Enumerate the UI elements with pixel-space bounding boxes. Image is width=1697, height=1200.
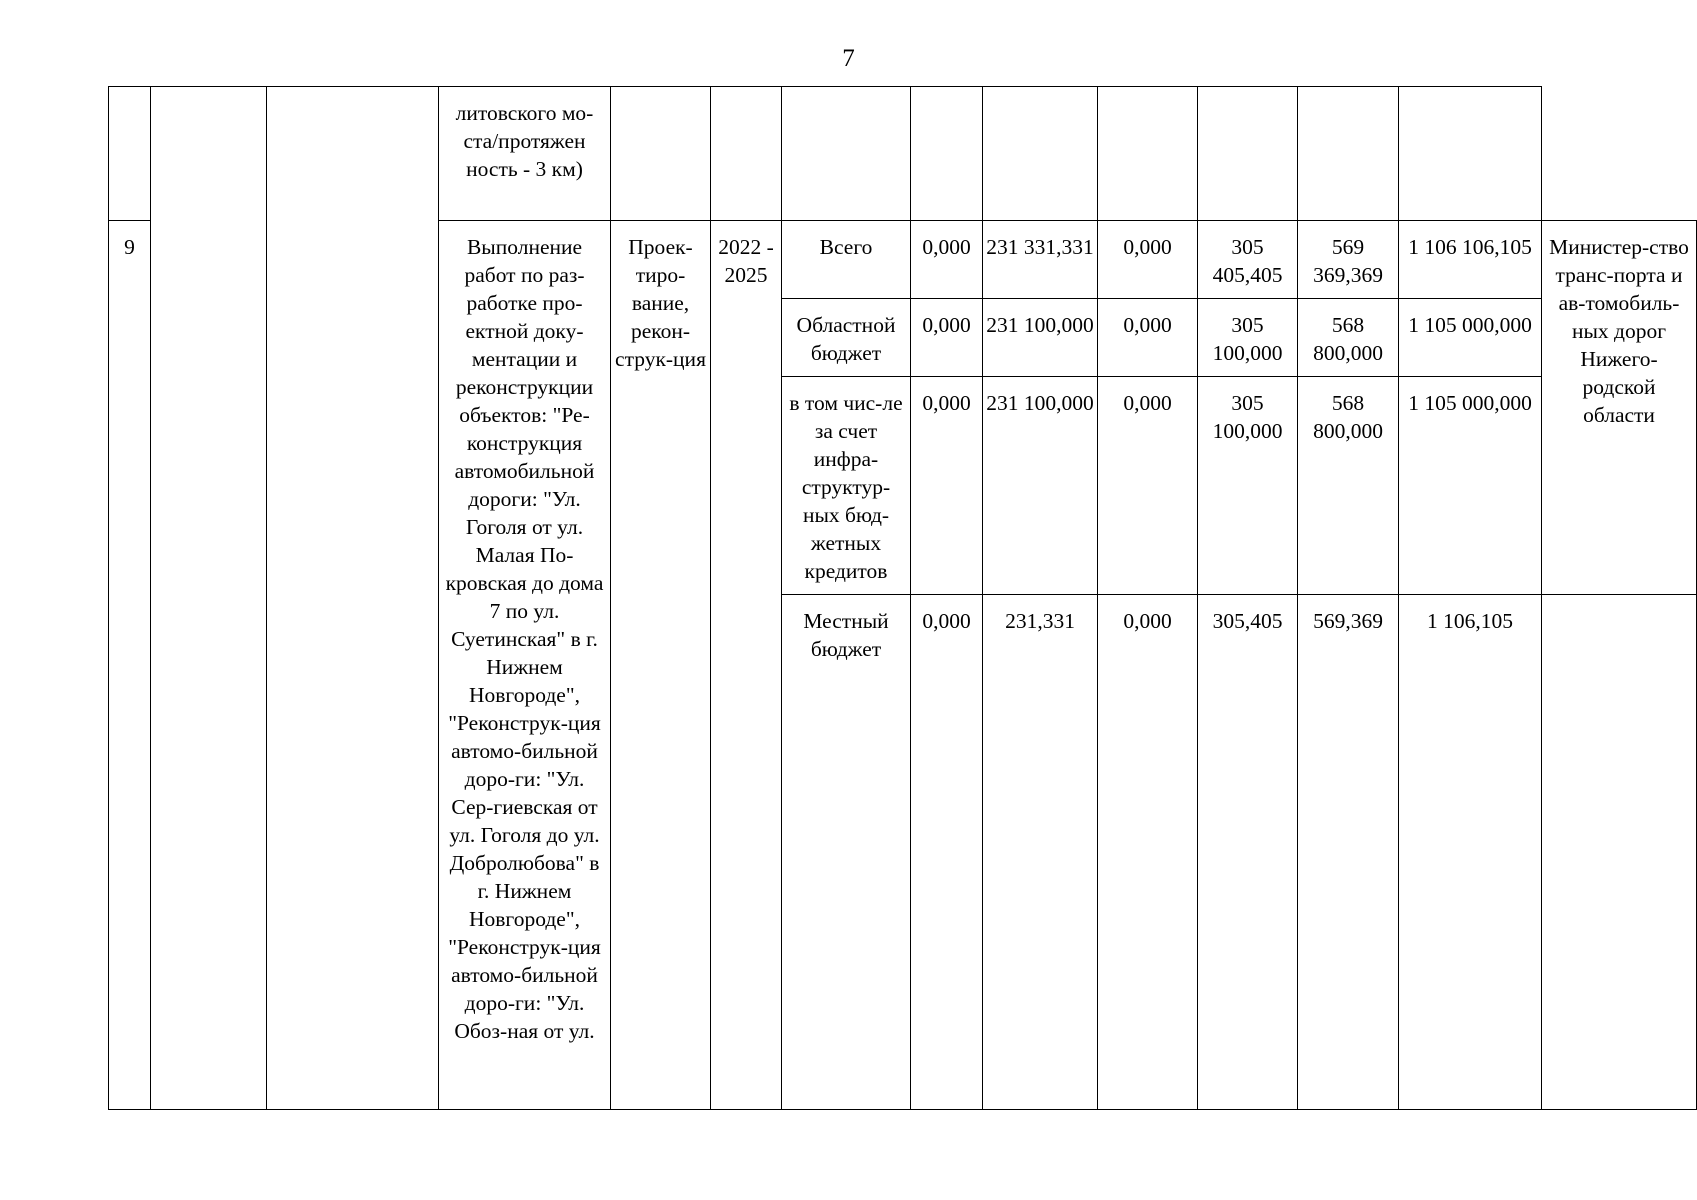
cell-col3-empty (267, 87, 439, 1110)
cell-empty (911, 87, 983, 221)
cell-value: 231 100,000 (983, 299, 1098, 377)
cell-col2-empty (151, 87, 267, 1110)
cell-funding-source: Областной бюджет (782, 299, 911, 377)
cell-value: 1 106,105 (1399, 595, 1542, 1110)
cell-value: 305 405,405 (1198, 221, 1298, 299)
cell-value: 231 100,000 (983, 377, 1098, 595)
cell-number-empty (109, 87, 151, 221)
cell-funding-source: Всего (782, 221, 911, 299)
cell-value: 569 369,369 (1298, 221, 1399, 299)
cell-funding-source: Местный бюджет (782, 595, 911, 1110)
cell-funding-source: в том чис-ле за счет инфра-структур-ных бюд-жетных кредитов (782, 377, 911, 595)
cell-value: 231,331 (983, 595, 1098, 1110)
cell-value: 568 800,000 (1298, 377, 1399, 595)
cell-empty (1098, 87, 1198, 221)
cell-responsible-empty (1542, 595, 1697, 1110)
cell-empty (1198, 87, 1298, 221)
cell-empty (983, 87, 1098, 221)
page-number: 7 (842, 45, 855, 72)
cell-value: 0,000 (911, 377, 983, 595)
cell-value: 568 800,000 (1298, 299, 1399, 377)
cell-value: 0,000 (911, 299, 983, 377)
cell-period: 2022 - 2025 (711, 221, 782, 1110)
cell-value: 305,405 (1198, 595, 1298, 1110)
cell-empty (711, 87, 782, 221)
cell-value: 0,000 (911, 221, 983, 299)
cell-empty (1399, 87, 1542, 221)
cell-description-continued: литовского мо-ста/протяжен ность - 3 км) (439, 87, 611, 221)
cell-value: 305 100,000 (1198, 377, 1298, 595)
cell-responsible: Министер-ство транс-порта и ав-томобиль-ных дорог Нижего-родской области (1542, 221, 1697, 595)
cell-work-type: Проек-тиро-вание, рекон-струк-ция (611, 221, 711, 1110)
cell-value: 0,000 (1098, 221, 1198, 299)
cell-value: 0,000 (911, 595, 983, 1110)
cell-value: 1 105 000,000 (1399, 299, 1542, 377)
cell-value: 1 105 000,000 (1399, 377, 1542, 595)
table-row-continuation (109, 87, 1697, 221)
cell-empty (611, 87, 711, 221)
cell-value: 0,000 (1098, 595, 1198, 1110)
cell-value: 1 106 106,105 (1399, 221, 1542, 299)
cell-description: Выполнение работ по раз-работке про-ектной доку-ментации и реконструкции объектов: "Ре-конструкция автомобильной дороги: "Ул. Гоголя от ул. Малая По-кровская до дома 7 по ул. Суетинская" в г. Нижнем Новгороде", "Реконструк-ция автомо-бильной доро-ги: "Ул. Сер-гиевская от ул. Гоголя до ул. Добролюбова" в г. Нижнем Новгороде", "Реконструк-ция автомо-бильной доро-ги: "Ул. Обоз-ная от ул. (439, 221, 611, 1110)
cell-empty (782, 87, 911, 221)
cell-row-number: 9 (109, 221, 151, 1110)
cell-value: 0,000 (1098, 299, 1198, 377)
cell-value: 305 100,000 (1198, 299, 1298, 377)
cell-value: 0,000 (1098, 377, 1198, 595)
cell-value: 569,369 (1298, 595, 1399, 1110)
budget-table (108, 86, 1697, 1110)
cell-value: 231 331,331 (983, 221, 1098, 299)
cell-empty (1298, 87, 1399, 221)
